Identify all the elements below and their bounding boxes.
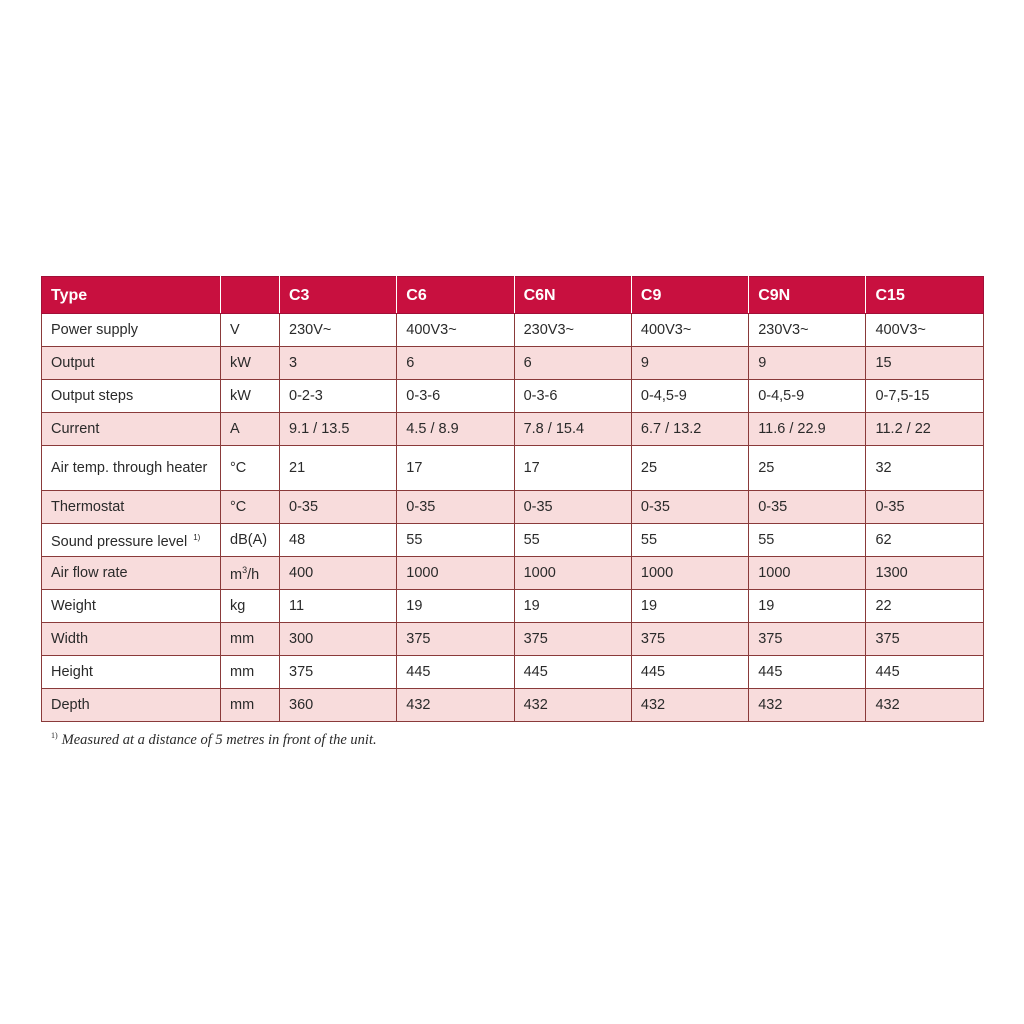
value-cell-c6: 400V3~ xyxy=(397,314,514,347)
value-cell-c9n: 432 xyxy=(749,689,866,722)
value-cell-c9n: 0-35 xyxy=(749,491,866,524)
row-unit xyxy=(221,689,280,722)
value-cell-c6n: 17 xyxy=(514,446,631,491)
value-cell-c15: 445 xyxy=(866,656,983,689)
value-cell-c9: 9 xyxy=(631,347,748,380)
row-label: Air temp. through heater xyxy=(51,459,208,476)
row-unit xyxy=(221,314,280,347)
value-cell-c3: 21 xyxy=(280,446,397,491)
value-cell-c9: 445 xyxy=(631,656,748,689)
value-cell-c3: 3 xyxy=(280,347,397,380)
value-cell-c6n: 445 xyxy=(514,656,631,689)
value-cell-c3: 0-35 xyxy=(280,491,397,524)
row-label-cell xyxy=(42,689,221,722)
header-model-c15: C15 xyxy=(866,277,983,314)
table-row xyxy=(42,380,984,413)
row-unit-text: V xyxy=(230,321,240,338)
value-cell-c6: 0-35 xyxy=(397,491,514,524)
value-cell-c6n: 0-35 xyxy=(514,491,631,524)
value-cell-c6: 445 xyxy=(397,656,514,689)
header-model-c6: C6 xyxy=(397,277,514,314)
value-cell-c15: 432 xyxy=(866,689,983,722)
row-unit-text: mm xyxy=(230,630,255,647)
row-footnote-marker: 1) xyxy=(193,533,201,543)
row-unit-tail: /h xyxy=(247,566,260,583)
header-unit xyxy=(221,277,280,314)
value-cell-c3: 48 xyxy=(280,524,397,557)
value-cell-c6n: 432 xyxy=(514,689,631,722)
value-cell-c6n: 7.8 / 15.4 xyxy=(514,413,631,446)
row-unit xyxy=(221,623,280,656)
row-unit xyxy=(221,590,280,623)
row-unit xyxy=(221,446,280,491)
value-cell-c15: 11.2 / 22 xyxy=(866,413,983,446)
row-label-cell xyxy=(42,557,221,590)
value-cell-c3: 400 xyxy=(280,557,397,590)
row-unit-text: kW xyxy=(230,387,251,404)
row-label-cell xyxy=(42,491,221,524)
row-unit xyxy=(221,656,280,689)
row-label-cell xyxy=(42,314,221,347)
value-cell-c15: 0-35 xyxy=(866,491,983,524)
row-unit xyxy=(221,524,280,557)
value-cell-c3: 375 xyxy=(280,656,397,689)
value-cell-c9: 55 xyxy=(631,524,748,557)
row-unit-text: dB(A) xyxy=(230,531,268,548)
table-row xyxy=(42,491,984,524)
value-cell-c9n: 445 xyxy=(749,656,866,689)
footnote-text: Measured at a distance of 5 metres in front of the unit. xyxy=(61,731,377,748)
row-label: Power supply xyxy=(51,321,139,338)
row-unit xyxy=(221,347,280,380)
value-cell-c6: 375 xyxy=(397,623,514,656)
value-cell-c9: 0-4,5-9 xyxy=(631,380,748,413)
value-cell-c6n: 19 xyxy=(514,590,631,623)
row-label-cell xyxy=(42,347,221,380)
row-label: Output xyxy=(51,354,95,371)
value-cell-c9n: 25 xyxy=(749,446,866,491)
header-row xyxy=(42,277,984,314)
row-unit-text: °C xyxy=(230,498,247,515)
value-cell-c9n: 230V3~ xyxy=(749,314,866,347)
value-cell-c6: 19 xyxy=(397,590,514,623)
value-cell-c9n: 9 xyxy=(749,347,866,380)
row-label-cell xyxy=(42,380,221,413)
value-cell-c9: 25 xyxy=(631,446,748,491)
table-row xyxy=(42,623,984,656)
value-cell-c3: 11 xyxy=(280,590,397,623)
row-unit xyxy=(221,380,280,413)
row-unit-text: kg xyxy=(230,597,246,614)
value-cell-c9n: 1000 xyxy=(749,557,866,590)
row-unit xyxy=(221,491,280,524)
row-label: Thermostat xyxy=(51,498,125,515)
header-model-c3: C3 xyxy=(280,277,397,314)
value-cell-c15: 22 xyxy=(866,590,983,623)
value-cell-c6n: 55 xyxy=(514,524,631,557)
table-row xyxy=(42,689,984,722)
value-cell-c15: 15 xyxy=(866,347,983,380)
value-cell-c9: 1000 xyxy=(631,557,748,590)
value-cell-c6n: 1000 xyxy=(514,557,631,590)
row-label-cell xyxy=(42,524,221,557)
value-cell-c3: 300 xyxy=(280,623,397,656)
value-cell-c6: 6 xyxy=(397,347,514,380)
value-cell-c6: 0-3-6 xyxy=(397,380,514,413)
row-label-cell xyxy=(42,446,221,491)
value-cell-c9n: 11.6 / 22.9 xyxy=(749,413,866,446)
value-cell-c6n: 230V3~ xyxy=(514,314,631,347)
value-cell-c9n: 375 xyxy=(749,623,866,656)
table-row xyxy=(42,524,984,557)
value-cell-c6: 55 xyxy=(397,524,514,557)
row-label-cell xyxy=(42,623,221,656)
value-cell-c9: 6.7 / 13.2 xyxy=(631,413,748,446)
row-label: Height xyxy=(51,663,93,680)
table-row xyxy=(42,557,984,590)
table-row xyxy=(42,590,984,623)
footnote xyxy=(51,731,377,749)
value-cell-c6: 4.5 / 8.9 xyxy=(397,413,514,446)
value-cell-c15: 1300 xyxy=(866,557,983,590)
value-cell-c6n: 6 xyxy=(514,347,631,380)
value-cell-c6n: 375 xyxy=(514,623,631,656)
row-label: Sound pressure level xyxy=(51,533,188,550)
header-model-c6n: C6N xyxy=(514,277,631,314)
row-label: Weight xyxy=(51,597,96,614)
value-cell-c3: 360 xyxy=(280,689,397,722)
row-label: Output steps xyxy=(51,387,134,404)
row-label: Depth xyxy=(51,696,90,713)
value-cell-c9n: 55 xyxy=(749,524,866,557)
value-cell-c3: 230V~ xyxy=(280,314,397,347)
value-cell-c6: 432 xyxy=(397,689,514,722)
row-unit-text: mm xyxy=(230,663,255,680)
table-header xyxy=(42,277,984,314)
value-cell-c9: 432 xyxy=(631,689,748,722)
header-model-c9: C9 xyxy=(631,277,748,314)
value-cell-c6: 1000 xyxy=(397,557,514,590)
footnote-marker: 1) xyxy=(51,731,58,740)
table-row xyxy=(42,314,984,347)
spec-table xyxy=(41,276,984,722)
row-label-cell xyxy=(42,590,221,623)
value-cell-c9n: 0-4,5-9 xyxy=(749,380,866,413)
table-row xyxy=(42,656,984,689)
row-label: Air flow rate xyxy=(51,564,128,581)
value-cell-c9: 375 xyxy=(631,623,748,656)
value-cell-c9: 0-35 xyxy=(631,491,748,524)
value-cell-c9: 19 xyxy=(631,590,748,623)
row-unit-text: m xyxy=(230,566,243,583)
value-cell-c15: 375 xyxy=(866,623,983,656)
value-cell-c15: 0-7,5-15 xyxy=(866,380,983,413)
value-cell-c15: 62 xyxy=(866,524,983,557)
row-unit-text: kW xyxy=(230,354,251,371)
value-cell-c3: 9.1 / 13.5 xyxy=(280,413,397,446)
header-model-c9n: C9N xyxy=(749,277,866,314)
value-cell-c6: 17 xyxy=(397,446,514,491)
table-row xyxy=(42,413,984,446)
row-unit xyxy=(221,413,280,446)
value-cell-c3: 0-2-3 xyxy=(280,380,397,413)
row-label: Current xyxy=(51,420,100,437)
row-unit-text: °C xyxy=(230,459,247,476)
row-label-cell xyxy=(42,656,221,689)
table-row xyxy=(42,347,984,380)
row-unit-superscript: 3 xyxy=(242,565,248,576)
row-unit-text: A xyxy=(230,420,240,437)
table-body xyxy=(42,314,984,722)
header-type: Type xyxy=(42,277,221,314)
row-unit xyxy=(221,557,280,590)
value-cell-c15: 32 xyxy=(866,446,983,491)
value-cell-c15: 400V3~ xyxy=(866,314,983,347)
row-label-cell xyxy=(42,413,221,446)
row-label: Width xyxy=(51,630,89,647)
value-cell-c6n: 0-3-6 xyxy=(514,380,631,413)
value-cell-c9n: 19 xyxy=(749,590,866,623)
value-cell-c9: 400V3~ xyxy=(631,314,748,347)
row-unit-text: mm xyxy=(230,696,255,713)
table-row xyxy=(42,446,984,491)
